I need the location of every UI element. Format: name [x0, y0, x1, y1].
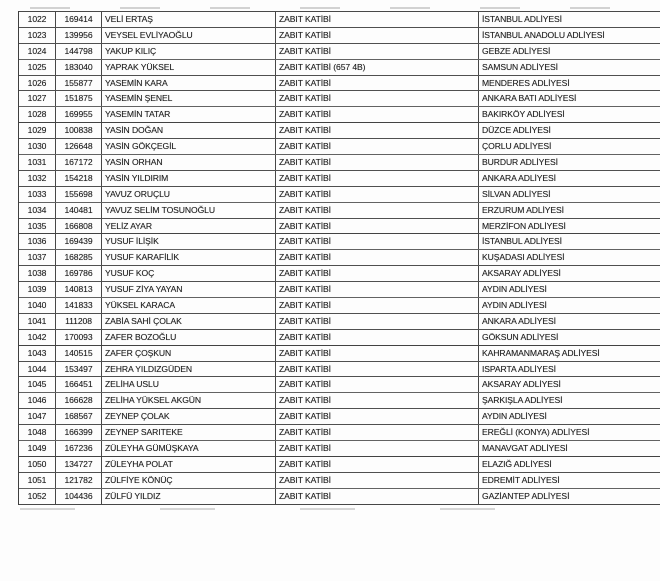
cell-courthouse: ŞARKIŞLA ADLİYESİ	[482, 395, 563, 406]
cell-courthouse: AKSARAY ADLİYESİ	[482, 268, 561, 279]
cell-title: ZABIT KATİBİ	[276, 298, 479, 313]
cell-registry-no: 168285	[56, 250, 102, 265]
cell-courthouse: MENDERES ADLİYESİ	[482, 77, 570, 88]
cell-row-no: 1028	[19, 107, 56, 122]
cell-title: ZABIT KATİBİ	[276, 28, 479, 43]
cell-name: ZAFER ÇOŞKUN	[102, 346, 276, 361]
cell-name: ZEYNEP SARITEKE	[102, 425, 276, 440]
cell-title: ZABIT KATİBİ	[276, 425, 479, 440]
table-row	[19, 441, 660, 457]
cell-courthouse: İSTANBUL ADLİYESİ	[482, 236, 562, 247]
table-row	[19, 266, 660, 282]
table-row	[19, 234, 660, 250]
cell-row-no: 1037	[19, 250, 56, 265]
cell-title: ZABIT KATİBİ	[276, 123, 479, 138]
cell-courthouse: ANKARA BATI ADLİYESİ	[482, 93, 577, 104]
cell-row-no: 1027	[19, 91, 56, 106]
cell-registry-no: 169786	[56, 266, 102, 281]
cell-row-no: 1041	[19, 314, 56, 329]
cell-row-no: 1046	[19, 393, 56, 408]
cell-registry-no: 140481	[56, 203, 102, 218]
cell-courthouse: GÖKSUN ADLİYESİ	[482, 331, 559, 342]
cell-registry-no: 141833	[56, 298, 102, 313]
cell-registry-no: 139956	[56, 28, 102, 43]
table-row	[19, 489, 660, 505]
table-row	[19, 393, 660, 409]
cell-row-no: 1045	[19, 377, 56, 392]
cell-title: ZABIT KATİBİ	[276, 12, 479, 27]
cell-courthouse: EREĞLİ (KONYA) ADLİYESİ	[482, 427, 590, 438]
cell-registry-no: 166808	[56, 219, 102, 234]
cell-name: YAPRAK YÜKSEL	[102, 60, 276, 75]
cell-title: ZABIT KATİBİ	[276, 330, 479, 345]
cell-row-no: 1051	[19, 473, 56, 488]
cell-name: VEYSEL EVLİYAOĞLU	[102, 28, 276, 43]
table-row	[19, 60, 660, 76]
cell-registry-no: 140515	[56, 346, 102, 361]
cell-name: ZEYNEP ÇOLAK	[102, 409, 276, 424]
cell-title: ZABIT KATİBİ	[276, 187, 479, 202]
cell-courthouse: KUŞADASI ADLİYESİ	[482, 252, 565, 263]
scan-artifact	[30, 7, 630, 9]
cell-courthouse: AYDIN ADLİYESİ	[482, 284, 547, 295]
cell-courthouse: AKSARAY ADLİYESİ	[482, 379, 561, 390]
cell-title: ZABIT KATİBİ	[276, 362, 479, 377]
cell-registry-no: 134727	[56, 457, 102, 472]
cell-name: YUSUF ZİYA YAYAN	[102, 282, 276, 297]
cell-row-no: 1025	[19, 60, 56, 75]
cell-registry-no: 166399	[56, 425, 102, 440]
cell-name: ZEHRA YILDIZGÜDEN	[102, 362, 276, 377]
cell-row-no: 1034	[19, 203, 56, 218]
cell-title: ZABIT KATİBİ	[276, 266, 479, 281]
table-row	[19, 28, 660, 44]
cell-title: ZABIT KATİBİ	[276, 234, 479, 249]
table-row	[19, 457, 660, 473]
cell-courthouse: MANAVGAT ADLİYESİ	[482, 443, 568, 454]
cell-registry-no: 183040	[56, 60, 102, 75]
cell-courthouse: BAKIRKÖY ADLİYESİ	[482, 109, 565, 120]
cell-registry-no: 167236	[56, 441, 102, 456]
table-row	[19, 282, 660, 298]
cell-registry-no: 167172	[56, 155, 102, 170]
table-row	[19, 330, 660, 346]
cell-courthouse: ANKARA ADLİYESİ	[482, 315, 556, 326]
cell-registry-no: 140813	[56, 282, 102, 297]
cell-registry-no: 153497	[56, 362, 102, 377]
cell-name: YASİN YILDIRIM	[102, 171, 276, 186]
cell-courthouse: ÇORLU ADLİYESİ	[482, 141, 552, 152]
table-row	[19, 219, 660, 235]
cell-courthouse: ISPARTA ADLİYESİ	[482, 363, 556, 374]
cell-name: YUSUF KARAFİLİK	[102, 250, 276, 265]
table-row	[19, 298, 660, 314]
cell-registry-no: 151875	[56, 91, 102, 106]
cell-courthouse: SİLVAN ADLİYESİ	[482, 188, 551, 199]
cell-courthouse: GAZİANTEP ADLİYESİ	[482, 490, 570, 501]
table-row	[19, 425, 660, 441]
cell-name: YASİN ORHAN	[102, 155, 276, 170]
personnel-table	[18, 11, 660, 505]
cell-courthouse: AYDIN ADLİYESİ	[482, 300, 547, 311]
cell-name: YASEMİN TATAR	[102, 107, 276, 122]
cell-name: YAVUZ SELİM TOSUNOĞLU	[102, 203, 276, 218]
table-row	[19, 187, 660, 203]
cell-row-no: 1044	[19, 362, 56, 377]
table-row	[19, 107, 660, 123]
cell-title: ZABIT KATİBİ	[276, 155, 479, 170]
cell-title: ZABIT KATİBİ	[276, 219, 479, 234]
cell-row-no: 1043	[19, 346, 56, 361]
cell-name: YASEMİN ŞENEL	[102, 91, 276, 106]
table-row	[19, 203, 660, 219]
cell-title: ZABIT KATİBİ	[276, 44, 479, 59]
cell-row-no: 1035	[19, 219, 56, 234]
cell-title: ZABIT KATİBİ	[276, 441, 479, 456]
cell-registry-no: 154218	[56, 171, 102, 186]
table-row	[19, 171, 660, 187]
cell-name: YASEMİN KARA	[102, 76, 276, 91]
cell-courthouse: GEBZE ADLİYESİ	[482, 45, 551, 56]
cell-title: ZABIT KATİBİ	[276, 457, 479, 472]
table-row	[19, 76, 660, 92]
cell-row-no: 1026	[19, 76, 56, 91]
cell-row-no: 1029	[19, 123, 56, 138]
cell-title: ZABIT KATİBİ	[276, 139, 479, 154]
cell-name: ZÜLEYHA GÜMÜŞKAYA	[102, 441, 276, 456]
table-row	[19, 155, 660, 171]
cell-registry-no: 144798	[56, 44, 102, 59]
cell-courthouse: AYDIN ADLİYESİ	[482, 411, 547, 422]
cell-courthouse: İSTANBUL ADLİYESİ	[482, 14, 562, 24]
cell-row-no: 1032	[19, 171, 56, 186]
cell-registry-no: 166628	[56, 393, 102, 408]
table-row	[19, 409, 660, 425]
cell-courthouse: ERZURUM ADLİYESİ	[482, 204, 564, 215]
cell-registry-no: 168567	[56, 409, 102, 424]
cell-registry-no: 169414	[56, 12, 102, 27]
cell-name: YUSUF KOÇ	[102, 266, 276, 281]
cell-registry-no: 111208	[56, 314, 102, 329]
cell-courthouse: KAHRAMANMARAŞ ADLİYESİ	[482, 347, 600, 358]
cell-title: ZABIT KATİBİ	[276, 76, 479, 91]
cell-courthouse: BURDUR ADLİYESİ	[482, 157, 558, 168]
table-row	[19, 314, 660, 330]
cell-title: ZABIT KATİBİ (657 4B)	[276, 60, 479, 75]
cell-title: ZABIT KATİBİ	[276, 314, 479, 329]
cell-name: YASİN GÖKÇEGİL	[102, 139, 276, 154]
cell-title: ZABIT KATİBİ	[276, 377, 479, 392]
cell-row-no: 1050	[19, 457, 56, 472]
cell-registry-no: 170093	[56, 330, 102, 345]
cell-title: ZABIT KATİBİ	[276, 346, 479, 361]
cell-title: ZABIT KATİBİ	[276, 250, 479, 265]
cell-row-no: 1040	[19, 298, 56, 313]
cell-registry-no: 155877	[56, 76, 102, 91]
cell-row-no: 1030	[19, 139, 56, 154]
cell-name: ZELİHA YÜKSEL AKGÜN	[102, 393, 276, 408]
table-row	[19, 123, 660, 139]
cell-registry-no: 121782	[56, 473, 102, 488]
table-row	[19, 377, 660, 393]
table-row	[19, 346, 660, 362]
cell-courthouse: ANKARA ADLİYESİ	[482, 172, 556, 183]
cell-title: ZABIT KATİBİ	[276, 282, 479, 297]
cell-name: YAVUZ ORUÇLU	[102, 187, 276, 202]
cell-row-no: 1031	[19, 155, 56, 170]
cell-registry-no: 126648	[56, 139, 102, 154]
cell-name: YÜKSEL KARACA	[102, 298, 276, 313]
cell-row-no: 1039	[19, 282, 56, 297]
table-row	[19, 44, 660, 60]
cell-registry-no: 100838	[56, 123, 102, 138]
cell-name: ZÜLEYHA POLAT	[102, 457, 276, 472]
scan-artifact	[20, 508, 580, 510]
cell-row-no: 1036	[19, 234, 56, 249]
cell-title: ZABIT KATİBİ	[276, 171, 479, 186]
cell-title: ZABIT KATİBİ	[276, 489, 479, 504]
cell-courthouse: İSTANBUL ANADOLU ADLİYESİ	[482, 29, 605, 40]
cell-title: ZABIT KATİBİ	[276, 107, 479, 122]
table-row	[19, 473, 660, 489]
cell-title: ZABIT KATİBİ	[276, 393, 479, 408]
cell-courthouse: EDREMİT ADLİYESİ	[482, 474, 560, 485]
cell-title: ZABIT KATİBİ	[276, 91, 479, 106]
table-row	[19, 250, 660, 266]
cell-row-no: 1049	[19, 441, 56, 456]
cell-title: ZABIT KATİBİ	[276, 409, 479, 424]
cell-registry-no: 169955	[56, 107, 102, 122]
cell-name: ZELİHA USLU	[102, 377, 276, 392]
table-row	[19, 12, 660, 28]
cell-row-no: 1047	[19, 409, 56, 424]
table-row	[19, 362, 660, 378]
table-row	[19, 91, 660, 107]
cell-title: ZABIT KATİBİ	[276, 473, 479, 488]
cell-registry-no: 166451	[56, 377, 102, 392]
cell-row-no: 1033	[19, 187, 56, 202]
cell-name: ZAFER BOZOĞLU	[102, 330, 276, 345]
cell-row-no: 1023	[19, 28, 56, 43]
cell-row-no: 1024	[19, 44, 56, 59]
cell-registry-no: 155698	[56, 187, 102, 202]
cell-title: ZABIT KATİBİ	[276, 203, 479, 218]
cell-courthouse: DÜZCE ADLİYESİ	[482, 125, 551, 136]
cell-row-no: 1038	[19, 266, 56, 281]
cell-name: YUSUF İLİŞİK	[102, 234, 276, 249]
cell-name: VELİ ERTAŞ	[102, 12, 276, 27]
cell-name: YELİZ AYAR	[102, 219, 276, 234]
cell-row-no: 1052	[19, 489, 56, 504]
cell-name: YASİN DOĞAN	[102, 123, 276, 138]
cell-registry-no: 104436	[56, 489, 102, 504]
cell-registry-no: 169439	[56, 234, 102, 249]
table-row	[19, 139, 660, 155]
cell-name: ZÜLFÜ YILDIZ	[102, 489, 276, 504]
cell-name: ZABİA SAHİ ÇOLAK	[102, 314, 276, 329]
cell-name: YAKUP KILIÇ	[102, 44, 276, 59]
cell-courthouse: MERZİFON ADLİYESİ	[482, 220, 566, 231]
cell-row-no: 1022	[19, 12, 56, 27]
cell-row-no: 1042	[19, 330, 56, 345]
cell-name: ZÜLFİYE KÖNÜÇ	[102, 473, 276, 488]
cell-row-no: 1048	[19, 425, 56, 440]
cell-courthouse: ELAZIĞ ADLİYESİ	[482, 458, 552, 469]
cell-courthouse: SAMSUN ADLİYESİ	[482, 61, 558, 72]
